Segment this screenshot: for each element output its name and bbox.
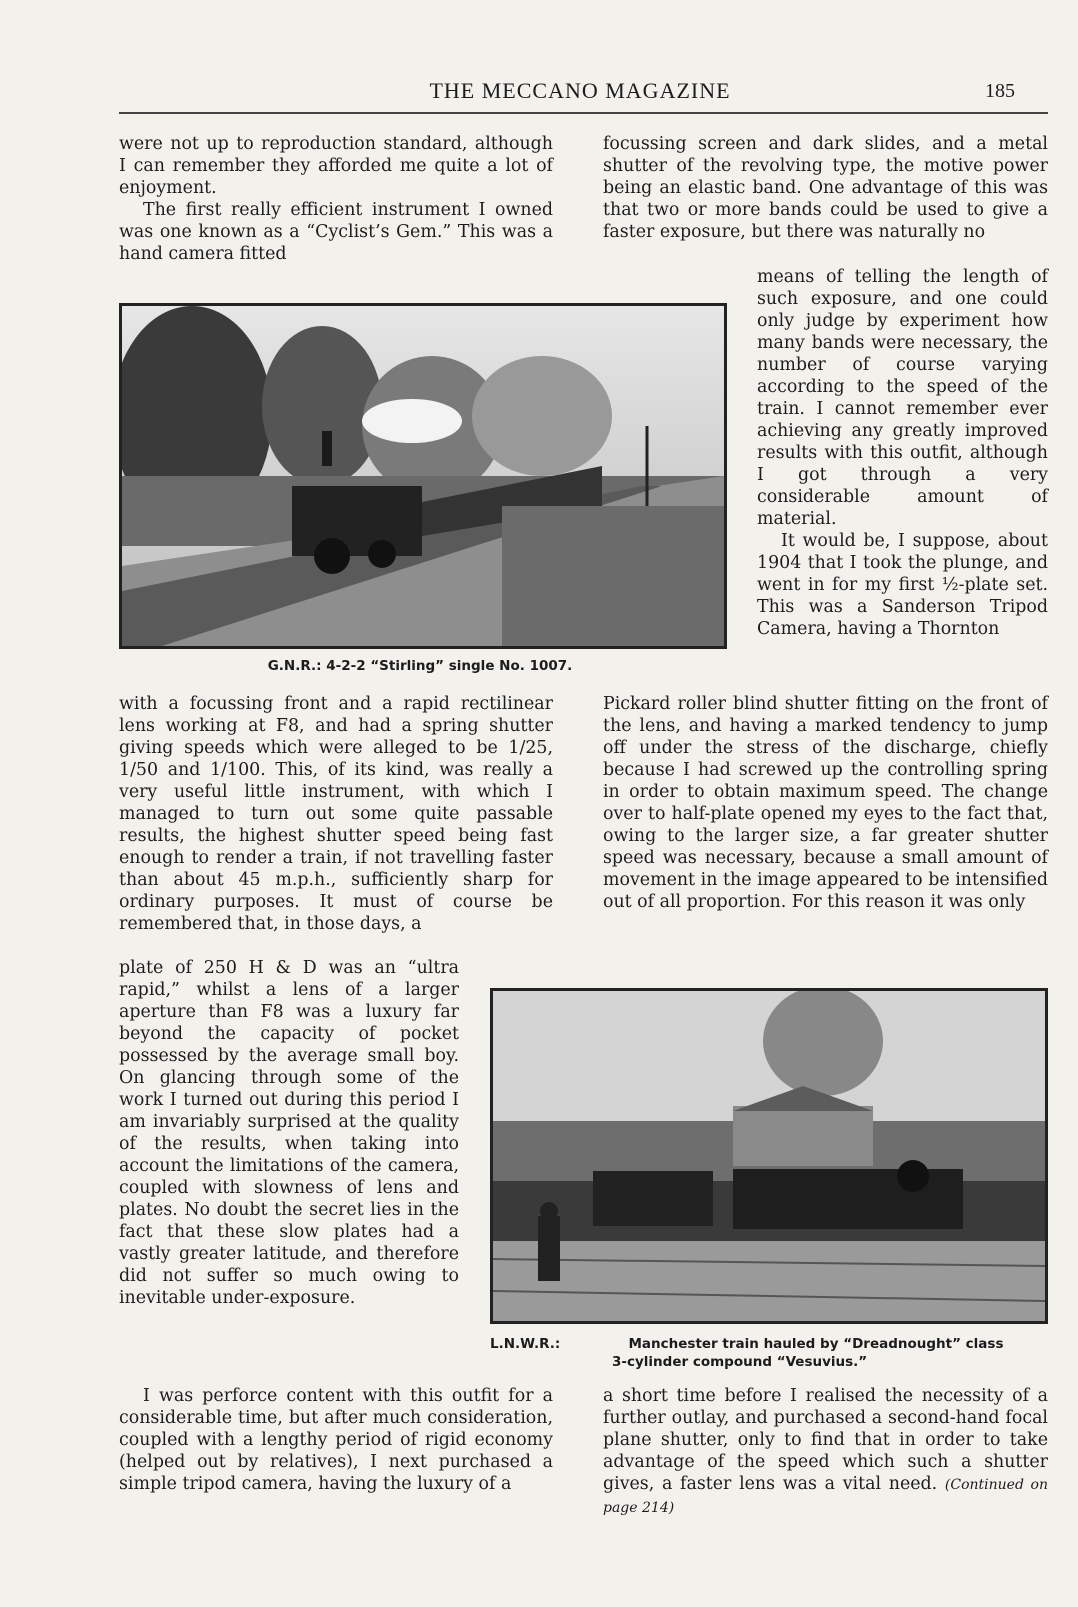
- paragraph-text: a short time before I realised the necessity of a further outlay, and purchased a second-hand focal plane shutter, only to find that in order to take advantage of the speed which such a shutter gives, a faster lens was a vital need.: [603, 1386, 1048, 1494]
- paragraph: It would be, I suppose, about 1904 that I took the plunge, and went in for my first ½-plate set. This was a Sanderson Tripod Camera, having a Thornton: [757, 531, 1048, 639]
- left-column-narrow: [119, 957, 459, 1309]
- paragraph: [603, 1385, 1048, 1519]
- photo-lnwr-vesuvius: [490, 988, 1048, 1324]
- paragraph: The first really efficient instrument I owned was one known as a “Cyclist’s Gem.” This was a hand camera fitted: [119, 200, 553, 264]
- photo-gnr-stirling-single: [119, 303, 727, 649]
- paragraph: were not up to reproduction standard, although I can remember they afforded me quite a lot of enjoyment.: [119, 134, 553, 198]
- paragraph: focussing screen and dark slides, and a metal shutter of the revolving type, the motive power being an elastic band. One advantage of this was that two or more bands could be used to give a faster exposure, but there was naturally no: [603, 134, 1048, 242]
- continued-note: (Continued on page 214): [603, 1477, 1049, 1516]
- right-column-top: [603, 133, 1048, 243]
- paragraph: I was perforce content with this outfit for a considerable time, but after much consideration, coupled with a lengthy period of rigid economy (helped out by relatives), I next purchased a simple tripod camera, having the luxury of a: [119, 1386, 553, 1494]
- left-column-top: [119, 133, 553, 265]
- figure2-caption-label: L.N.W.R.:: [490, 1336, 561, 1352]
- right-column-bottom: [603, 1385, 1048, 1519]
- right-column-middle: [603, 693, 1048, 913]
- figure2-caption-line2: 3-cylinder compound “Vesuvius.”: [612, 1354, 868, 1370]
- figure1-caption: G.N.R.: 4-2-2 “Stirling” single No. 1007.: [267, 658, 573, 674]
- train-photo-illustration: [122, 306, 724, 646]
- magazine-title: THE MECCANO MAGAZINE: [429, 78, 731, 103]
- left-column-middle: [119, 693, 553, 935]
- left-column-bottom: [119, 1385, 553, 1495]
- right-column-narrow: [757, 266, 1048, 640]
- station-photo-illustration: [493, 991, 1045, 1321]
- paragraph: means of telling the length of such exposure, and one could only judge by experiment how many bands were necessary, the number of course varying according to the speed of the train. I cannot remember ever achieving any greatly improved results with this outfit, although I got through a very considerable amount of material.: [757, 267, 1048, 529]
- paragraph: with a focussing front and a rapid rectilinear lens working at F8, and had a spring shutter giving speeds which were alleged to be 1/25, 1/50 and 1/100. This, of its kind, was really a very useful little instrument, with which I managed to turn out some quite passable results, the highest shutter speed being fast enough to render a train, if not travelling faster than about 45 m.p.h., sufficiently sharp for ordinary purposes. It must of course be remembered that, in those days, a: [119, 694, 553, 934]
- paragraph: Pickard roller blind shutter fitting on the front of the lens, and having a marked tendency to jump off under the stress of the discharge, chiefly because I had screwed up the controlling spring in order to obtain maximum speed. The change over to half-plate opened my eyes to the fact that, owing to the larger size, a far greater shutter speed was necessary, because a small amount of movement in the image appeared to be intensified out of all proportion. For this reason it was only: [603, 694, 1048, 912]
- figure2-caption-line1: Manchester train hauled by “Dreadnought” class: [628, 1336, 1004, 1352]
- page-number: 185: [985, 80, 1015, 102]
- paragraph: plate of 250 H & D was an “ultra rapid,” whilst a lens of a larger aperture than F8 was a luxury far beyond the capacity of pocket possessed by the average small boy. On glancing through some of the work I turned out during this period I am invariably surprised at the quality of the results, when taking into account the limitations of the camera, coupled with slowness of lens and plates. No doubt the secret lies in the fact that these slow plates had a vastly greater latitude, and therefore did not suffer so much owing to inevitable under-exposure.: [119, 958, 459, 1308]
- header-rule: [119, 112, 1048, 114]
